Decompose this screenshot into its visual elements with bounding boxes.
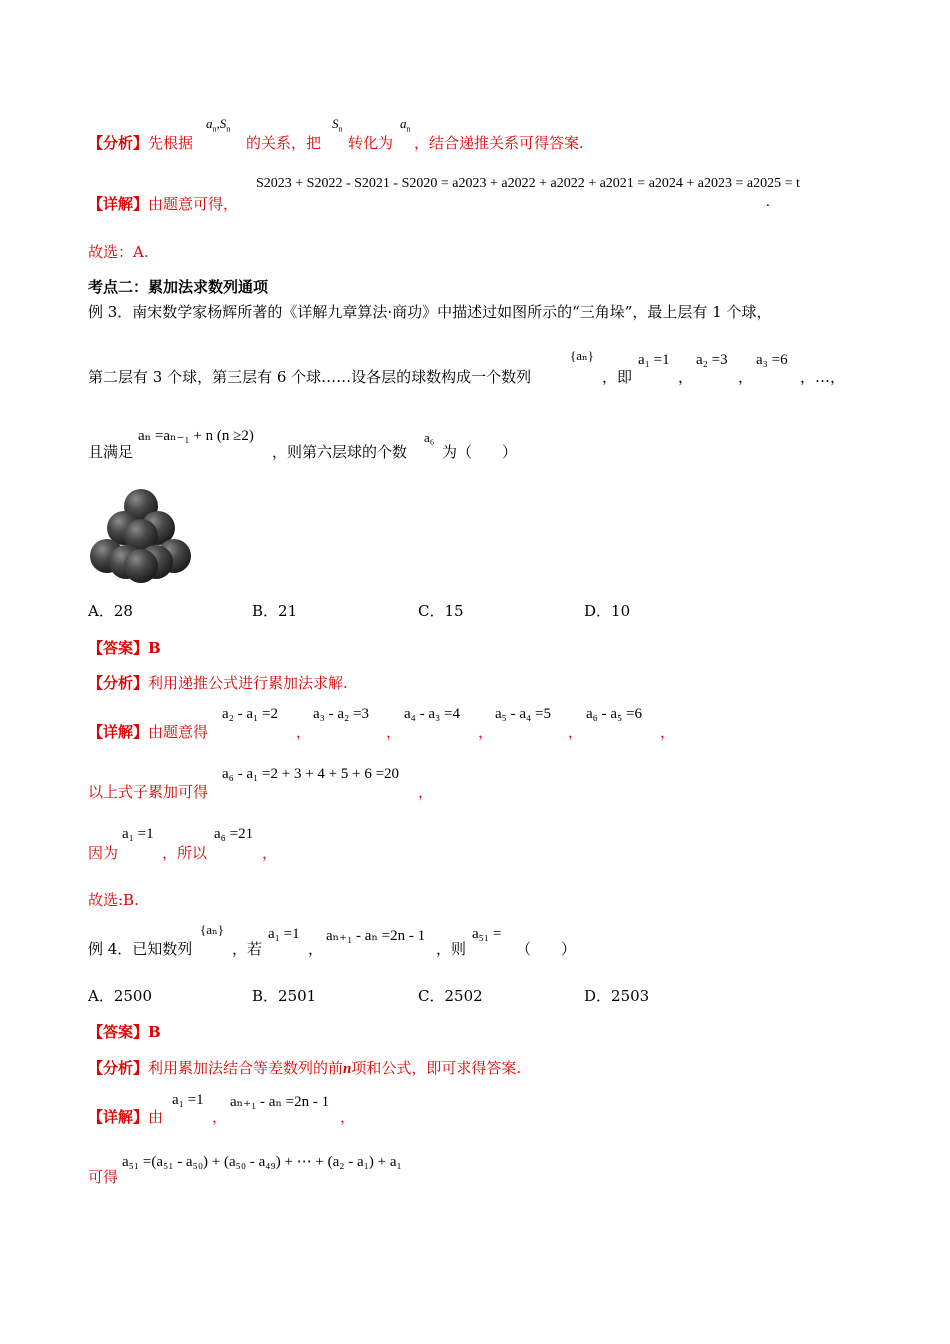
- detail-text: 由: [148, 1108, 164, 1126]
- math-comma: ,: [216, 116, 220, 131]
- formula-d1: a₂ - a₁ =2: [222, 706, 278, 722]
- ex4-bracket: （ ）: [516, 940, 577, 958]
- comma: ，: [262, 844, 278, 862]
- formula-dot: .: [766, 194, 770, 210]
- formula-a3: a₃ =6: [756, 352, 788, 368]
- ex4-answer: 【答案】B: [88, 1023, 161, 1041]
- analysis-line-1: [88, 132, 193, 153]
- comma: ，: [308, 940, 324, 958]
- formula-a1-value: a₁ =1: [122, 826, 154, 842]
- ex3-line-3: 且满足: [88, 443, 134, 461]
- ball: [124, 549, 158, 583]
- ex3-because: 因为: [88, 844, 119, 862]
- ex3-answer: 【答案】B: [88, 639, 161, 657]
- ex4-line-1: 例 4．已知数列: [88, 940, 193, 958]
- ex3-so: ，所以: [162, 844, 208, 862]
- math-a: a: [206, 116, 213, 131]
- ex4-text-ze: ，则: [436, 940, 467, 958]
- ex3-comma-2: ，: [738, 368, 754, 386]
- analysis-text: 利用递推公式进行累加法求解.: [148, 674, 348, 692]
- formula-d3: a₄ - a₃ =4: [404, 706, 460, 722]
- formula-seq: {aₙ}: [570, 348, 594, 363]
- detail-tag: 【详解】: [88, 723, 149, 741]
- ex3-analysis: [88, 672, 348, 693]
- ex4-option-c[interactable]: C．2502: [418, 987, 483, 1005]
- ex3-option-c[interactable]: C．15: [418, 602, 464, 620]
- ex3-comma-1: ，: [678, 368, 694, 386]
- formula-recurrence: aₙ₊₁ - aₙ =2n - 1: [326, 928, 426, 944]
- formula-d4: a₅ - a₄ =5: [495, 706, 551, 722]
- formula-a6: a₆: [424, 430, 435, 445]
- formula-a1: a₁ =1: [172, 1092, 204, 1108]
- math-n: n: [343, 1061, 352, 1077]
- comma: ，: [386, 723, 402, 741]
- ex3-text: 第二层有 3 个球，第三层有 6 个球……设各层的球数构成一个数列: [88, 368, 532, 386]
- comma: ，: [418, 783, 434, 801]
- math-a: a: [400, 116, 407, 131]
- ex4-analysis: [88, 1057, 521, 1078]
- formula-an-sn: $a_n,S_n$: [206, 116, 231, 134]
- formula-recurrence: aₙ₊₁ - aₙ =2n - 1: [230, 1094, 330, 1110]
- analysis-text: 利用累加法结合等差数列的前: [148, 1059, 344, 1077]
- math-s: S: [219, 116, 227, 131]
- ex3-text-question: ，则第六层球的个数: [272, 443, 408, 461]
- comma: ，: [478, 723, 494, 741]
- section-title: 考点二：累加法求数列通项: [88, 278, 269, 296]
- formula-a2: a₂ =3: [696, 352, 728, 368]
- ex4-text-ruo: ，若: [232, 940, 263, 958]
- analysis-tag: 【分析】: [88, 1059, 149, 1077]
- ex3-final: 故选:B.: [88, 891, 139, 909]
- formula-expansion: a₅₁ =(a₅₁ - a₅₀) + (a₅₀ - a₄₉) + ⋯ + (a₂ - a₁) + a₁: [122, 1154, 402, 1170]
- ex4-option-b[interactable]: B．2501: [252, 987, 317, 1005]
- formula-seq: {aₙ}: [200, 922, 224, 937]
- formula-sum: a₆ - a₁ =2 + 3 + 4 + 5 + 6 =20: [222, 766, 400, 782]
- analysis-text-2: 的关系，把: [246, 134, 322, 152]
- detail-text: 由题意可得，: [148, 195, 239, 213]
- ex4-option-d[interactable]: D．2503: [584, 987, 650, 1005]
- ex3-option-a[interactable]: A．28: [88, 602, 133, 620]
- detail-text: 由题意得: [148, 723, 209, 741]
- ex3-line-2: [88, 366, 531, 387]
- math-s: S: [332, 116, 339, 131]
- ex3-sum-text: 以上式子累加可得: [88, 783, 209, 801]
- detail-line-1: [88, 193, 238, 214]
- ex3-ellipsis: ，…，: [800, 368, 846, 386]
- formula-recurrence: aₙ =aₙ₋₁ + n (n ≥2): [138, 428, 254, 444]
- ex3-line-1: 例 3．南宋数学家杨辉所著的《详解九章算法·商功》中描述过如图所示的“三角垛”，最上层有 1 个球，: [88, 303, 772, 321]
- comma: ，: [340, 1108, 356, 1126]
- formula-a51: a₅₁ =: [472, 926, 502, 942]
- comma: ，: [212, 1108, 228, 1126]
- ex3-detail: [88, 721, 208, 742]
- formula-d5: a₆ - a₅ =6: [586, 706, 642, 722]
- formula-a1: a₁ =1: [268, 926, 300, 942]
- formula-an: $a_n$: [400, 116, 411, 134]
- analysis-text: 先根据: [148, 134, 194, 152]
- ex4-detail: [88, 1106, 163, 1127]
- analysis-text-4: ，结合递推关系可得答案.: [414, 134, 584, 152]
- ex4-option-a[interactable]: A．2500: [88, 987, 153, 1005]
- comma: ，: [296, 723, 312, 741]
- ex3-text-bracket: 为（ ）: [442, 443, 518, 461]
- formula-sn: $S_n$: [332, 116, 343, 134]
- ex3-option-b[interactable]: B．21: [252, 602, 298, 620]
- answer-1: 故选：A.: [88, 243, 149, 261]
- ex3-option-d[interactable]: D．10: [584, 602, 631, 620]
- formula-a6-value: a₆ =21: [214, 826, 254, 842]
- ball-pyramid-image: [88, 488, 192, 584]
- analysis-tag: 【分析】: [88, 134, 149, 152]
- detail-tag: 【详解】: [88, 1108, 149, 1126]
- formula-d2: a₃ - a₂ =3: [313, 706, 369, 722]
- analysis-text-3: 转化为: [348, 134, 394, 152]
- ex3-text-ji: ，即: [602, 368, 633, 386]
- formula-detail-1: S2023 + S2022 - S2021 - S2020 = a2023 + a2022 + a2022 + a2021 = a2024 + a2023 = a2025 = t: [256, 176, 800, 191]
- ex4-kede: 可得: [88, 1168, 119, 1186]
- detail-tag: 【详解】: [88, 195, 149, 213]
- formula-a1: a₁ =1: [638, 352, 670, 368]
- analysis-tag: 【分析】: [88, 674, 149, 692]
- analysis-text: 项和公式，即可求得答案.: [351, 1059, 522, 1077]
- comma: ，: [660, 723, 676, 741]
- comma: ，: [568, 723, 584, 741]
